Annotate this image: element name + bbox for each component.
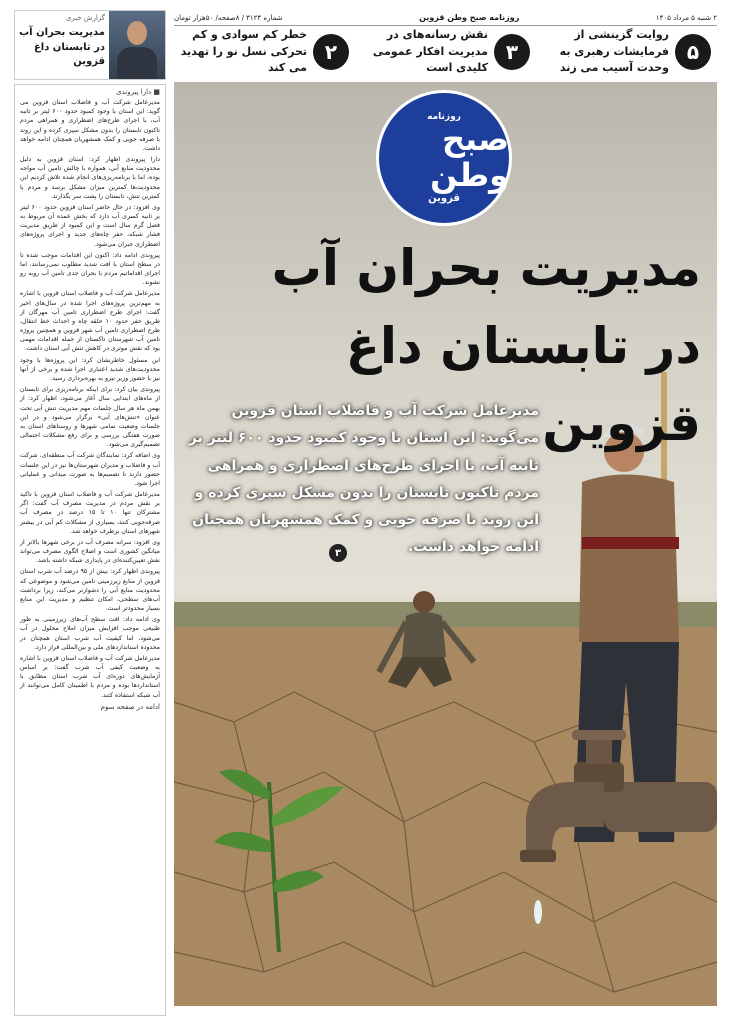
teaser-text: روایت گزینشی از فرمایشات رهبری به وحدت آسیب می زند bbox=[559, 28, 669, 75]
teaser-page-5[interactable] bbox=[536, 28, 717, 76]
article-paragraph: مدیرعامل شرکت آب و فاضلاب استان قزوین با اشاره به وضعیت کیفی آب شرب گفت: بر اساس آزمایش‌های دوره‌ای آب شرب استان مطابق با استانداردها بوده و مردم با اطمینان کامل می‌توانند از آب شبکه استفاده کنند. bbox=[20, 654, 160, 699]
article-paragraph: وی افزود: در حال حاضر استان قزوین حدود ۶۰۰ لیتر بر ثانیه کسری آب دارد که بخش عمده آن مربوط به فصل گرم سال است و این کمبود از طریق مدیریت فشار شبکه، حفر چاه‌های جدید و اجرای پروژه‌های اضطراری جبران می‌شود. bbox=[20, 203, 160, 248]
side-column bbox=[14, 10, 166, 1014]
continuation-note[interactable]: ادامه در صفحه سوم bbox=[100, 702, 160, 711]
byline bbox=[20, 88, 160, 96]
front-teasers bbox=[174, 28, 717, 76]
portrait-head bbox=[127, 21, 147, 45]
reporter-photo bbox=[109, 11, 165, 79]
lede-text: مدیرعامل شرکت آب و فاضلاب استان قزوین می‌گوید: این استان با وجود کمبود حدود ۶۰۰ لیتر بر ثانیه آب، با اجرای طرح‌های اضطراری و همراهی مردم تاکنون تابستان را بدون مشکل سپری کرده و این روند با صرفه جویی و کمک همشهریان همچنان ادامه خواهد داشت. bbox=[188, 403, 539, 556]
headline-line-2: در تابستان داغ قزوین bbox=[345, 316, 701, 452]
paper-name: روزنامه صبح وطن قزوین bbox=[419, 13, 520, 22]
water-drop bbox=[534, 900, 542, 924]
article-paragraph: دارا پیروندی اظهار کرد: استان قزوین به دلیل محدودیت منابع آبی، همواره با چالش تامین آب مواجه بوده، اما با برنامه‌ریزی‌های انجام شده تلاش کردیم این محدودیت‌ها کمترین میزان مشکل برسد و مردم با کمترین تنش، تابستان را پشت سر بگذارند. bbox=[20, 156, 160, 200]
teaser-text: خطر کم سوادی و کم تحرکی نسل نو را تهدید می کند bbox=[180, 28, 307, 75]
article-paragraph: مدیرعامل شرکت آب و فاضلاب استان قزوین با تاکید بر نقش مردم در مدیریت مصرف آب گفت: اگر مشترکان تنها ۱۰ تا ۱۵ درصد در مصرف آب صرفه‌جویی کنند، بسیاری از مشکلات کم آبی در بیشتر شهرهای استان برطرف خواهد شد. bbox=[20, 491, 160, 535]
article-paragraph: وی ادامه داد: افت سطح آب‌های زیرزمینی به طور طبیعی موجب افزایش میزان املاح محلول در آب می‌شود، اما کیفیت آب شرب استان همچنان در محدوده استانداردهای ملی و بین‌المللی قرار دارد. bbox=[20, 616, 160, 651]
reporter-box bbox=[14, 10, 166, 80]
article-paragraph: پیروندی اظهار کرد: بیش از ۹۵ درصد آب شرب استان قزوین از منابع زیرزمینی تامین می‌شود و موضوعی که محدودیت منابع آبی را دشوارتر می‌کند، زیرا برداشت آب‌های سطحی، امکان تنظیم و مدیریت این منابع بسیار محدودتر است. bbox=[20, 568, 160, 613]
side-article bbox=[14, 84, 166, 1016]
page-reference-badge[interactable]: ۳ bbox=[329, 544, 347, 562]
teaser-text: نقش رسانه‌های در مدیریت افکار عمومی کلیدی است bbox=[372, 28, 488, 75]
logo-wordmark: صبح وطن bbox=[430, 120, 509, 194]
teaser-page-3[interactable] bbox=[355, 28, 536, 76]
issue-info: شماره ۳۱۲۴ / ۸صفحه/ ۵۰هزار تومان bbox=[174, 13, 283, 22]
issue-date: ۲ شنبه ۵ مرداد ۱۴۰۵ bbox=[655, 13, 717, 22]
byline-text: دارا پیروندی bbox=[116, 88, 152, 96]
teaser-page-number: ۲ bbox=[313, 34, 349, 70]
cover-photo bbox=[174, 82, 717, 1006]
logo-city: قزوین bbox=[428, 192, 460, 204]
article-paragraph: این مسئول خاطرنشان کرد: این پروژه‌ها با وجود محدودیت‌های شدید اعتباری اجرا شده و برخی از آنها نیز با حضور وزیر نیرو به بهره‌برداری رسید. bbox=[20, 356, 160, 382]
portrait-body bbox=[117, 47, 157, 79]
section-kicker: گزارش خبری bbox=[65, 14, 105, 22]
masthead bbox=[174, 10, 717, 26]
logo-small-text: روزنامه bbox=[427, 112, 461, 123]
article-paragraph: وی افزود: سرانه مصرف آب در برخی شهرها بالاتر از میانگین کشوری است و اصلاح الگوی مصرف می‌تواند نقش تعیین‌کننده‌ای در پایداری شبکه داشته باشد. bbox=[20, 538, 160, 565]
reporter-text bbox=[15, 11, 109, 79]
article-paragraph: پیروندی بیان کرد: برای اینکه برنامه‌ریزی برای تابستان از ماه‌های ابتدایی سال آغاز می‌شود، اظهار کرد: از بهمن ماه هر سال جلسات مهم مدیریت تنش آبی تحت عنوان «تنش‌های آبی» برگزار می‌شود و در این جلسات وضعیت تمامی شهرها و روستاهای استان به صورت هفتگی بررسی و برای رفع مشکلات احتمالی تصمیم‌گیری می‌شود. bbox=[20, 386, 160, 449]
side-article-title: مدیریت بحران آب در تابستان داغ قزوین bbox=[19, 27, 105, 67]
paper-logo bbox=[376, 90, 512, 226]
teaser-page-number: ۳ bbox=[494, 34, 530, 70]
article-paragraph: مدیرعامل شرکت آب و فاضلاب استان قزوین می گوید: این استان با وجود کمبود حدود ۶۰۰ لیتر بر ثانیه آب، با اجرای طرح‌های اضطراری و همراهی مردم تاکنون تابستان را بدون مشکل سپری کرده و این روند با صرفه جویی و کمک همشهریان همچنان ادامه خواهد داشت. bbox=[20, 99, 160, 152]
article-paragraph: پیروندی ادامه داد: اکنون این اقدامات موجب شده تا در سطح استان با افت شدید مطلوب نمی‌رسانند، اما اجرای اقداماتیم مردم با بحران جدی تامین آب روبه رو نشوند. bbox=[20, 251, 160, 287]
bullet-icon: ■ bbox=[151, 88, 160, 96]
teaser-page-2[interactable] bbox=[174, 28, 355, 76]
article-paragraph: مدیرعامل شرکت آب و فاضلاب استان قزوین با اشاره به مهم‌ترین پروژه‌های اجرا شده در سال‌های اخیر گفت: اجرای طرح اضطراری تامین آب مهرگان از طریق حفر حدود ۱۰ حلقه چاه و احداث خط انتقال، طرح اضطراری تامین آب شهر قزوین و همچنین پروژه تامین آب شهرستان تاکستان از جمله اقدامات مهمی بود که نقش موثری در کاهش تنش آبی استان داشت. bbox=[20, 290, 160, 353]
article-paragraph: وی اضافه کرد: نمایندگان شرکت آب منطقه‌ای، شرکت آب و فاضلاب و مدیران شهرستان‌ها نیز در این جلسات حضور دارند تا تصمیم‌ها به صورت میدانی و عملیاتی اجرا شود. bbox=[20, 452, 160, 487]
headline-line-1: مدیریت بحران آب bbox=[271, 239, 701, 297]
teaser-page-number: ۵ bbox=[675, 34, 711, 70]
